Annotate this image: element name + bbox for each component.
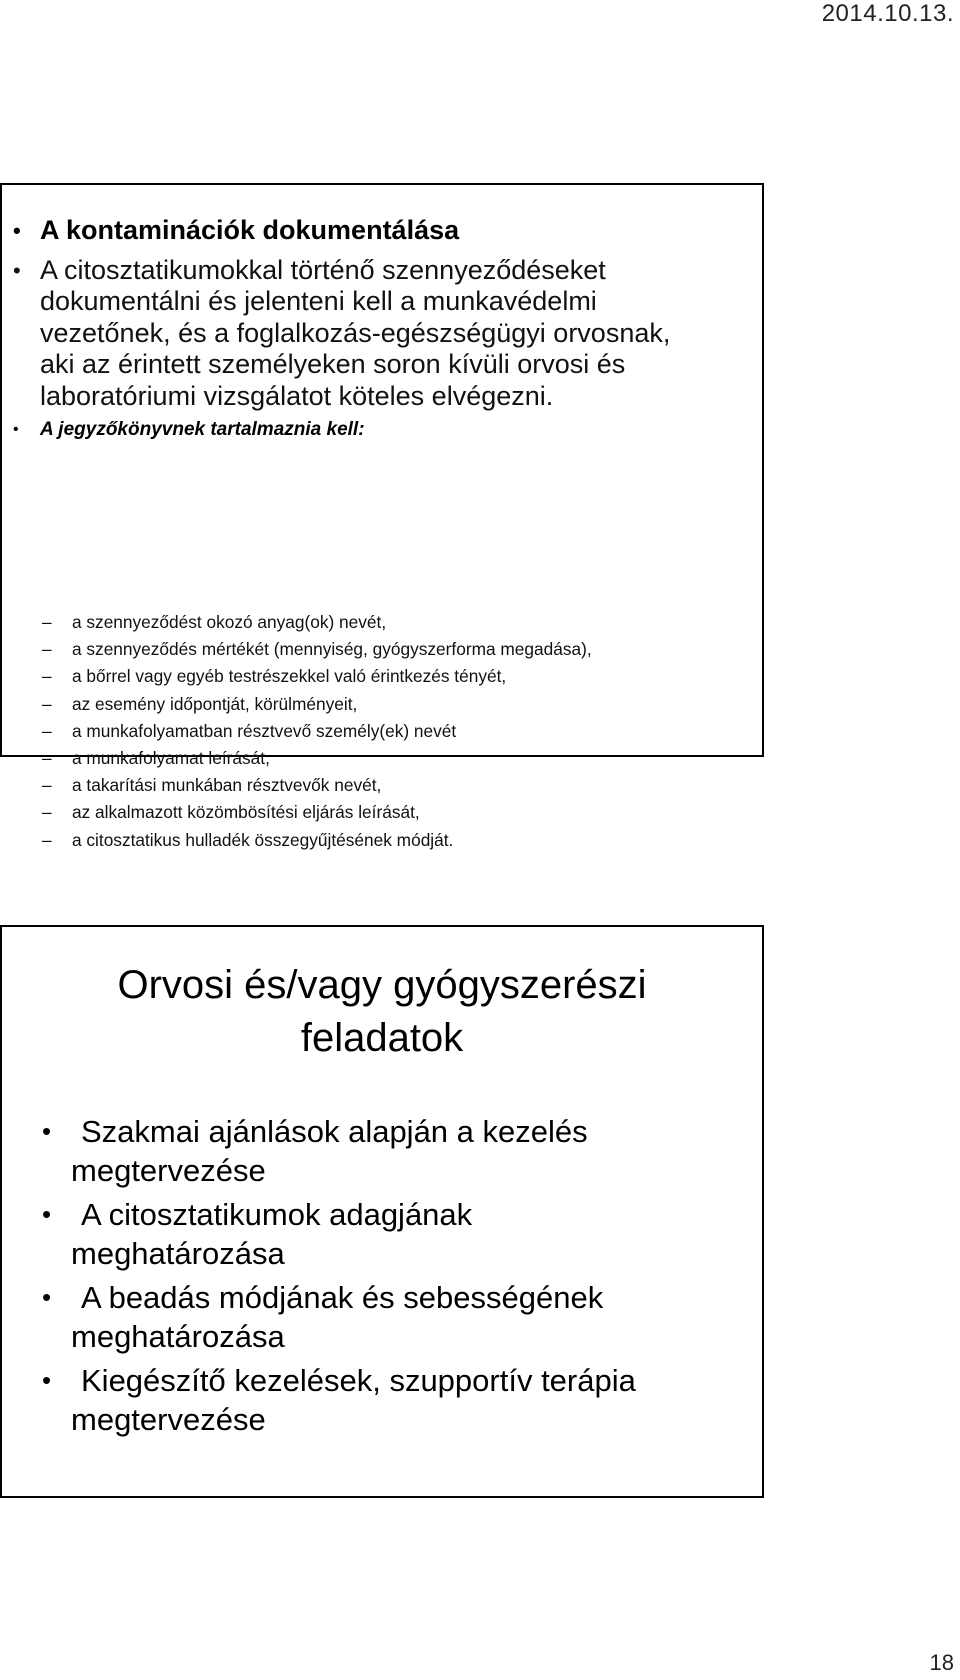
slide1-subheading: A jegyzőkönyvnek tartalmaznia kell: <box>40 419 365 440</box>
bullet-line: Kiegészítő kezelések, szupportív terápia <box>81 1363 636 1398</box>
list-item <box>2 772 762 799</box>
bullet-icon: • <box>42 1116 52 1146</box>
dash-icon: – <box>42 829 52 850</box>
dash-icon: – <box>42 802 52 823</box>
slide2-title-line: Orvosi és/vagy gyógyszerészi <box>117 963 647 1007</box>
dash-icon: – <box>42 775 52 796</box>
bullet-icon: • <box>42 1282 52 1312</box>
bullet-icon: • <box>42 1365 52 1395</box>
slide2-bullet-list <box>2 1112 762 1444</box>
bullet-line: meghatározása <box>71 1319 285 1354</box>
list-item <box>2 745 762 772</box>
list-item-text: a szennyeződés mértékét (mennyiség, gyógyszerforma megadása), <box>72 639 592 660</box>
list-item-text: a citosztatikus hulladék összegyűjtésének módját. <box>72 829 454 850</box>
bullet-icon: • <box>13 257 21 283</box>
slide2-title <box>2 959 762 1065</box>
paragraph-line: aki az érintett személyeken soron kívüli orvosi és <box>40 349 626 379</box>
dash-icon: – <box>42 666 52 687</box>
list-item <box>2 1195 762 1273</box>
paragraph-line: A citosztatikumokkal történő szennyeződéseket <box>40 254 606 285</box>
bullet-line: A citosztatikumok adagjának <box>81 1197 473 1232</box>
list-item-text: a munkafolyamatban résztvevő személy(ek) nevét <box>72 720 457 741</box>
paragraph-line: vezetőnek, és a foglalkozás-egészségügyi orvosnak, <box>40 317 671 348</box>
list-item-text: az alkalmazott közömbösítési eljárás leírását, <box>72 802 420 823</box>
slide1-title: A kontaminációk dokumentálása <box>40 215 460 245</box>
list-item <box>2 1112 762 1190</box>
paragraph-line: laboratóriumi vizsgálatot köteles elvégezni. <box>40 380 554 411</box>
list-item <box>2 718 762 745</box>
list-item <box>2 827 762 854</box>
slide-contamination-documentation <box>0 183 764 850</box>
paragraph-line: dokumentálni és jelenteni kell a munkavédelmi <box>40 286 597 316</box>
bullet-icon: • <box>42 1199 52 1229</box>
slide1-bullet-list <box>2 215 762 444</box>
bullet-line: meghatározása <box>71 1236 285 1271</box>
slide2-title-line: feladatok <box>300 1016 464 1060</box>
header-date: 2014.10.13. <box>821 0 954 27</box>
dash-icon: – <box>42 639 52 660</box>
slide-medical-pharmaceutical-tasks <box>0 925 764 1498</box>
bullet-icon: • <box>13 218 21 243</box>
list-item <box>2 663 762 690</box>
bullet-line: A beadás módjának és sebességének <box>81 1280 604 1315</box>
dash-icon: – <box>42 612 52 632</box>
list-item <box>2 1278 762 1356</box>
dash-icon: – <box>42 720 52 741</box>
requirements-list <box>2 609 762 854</box>
list-item-text: a szennyeződést okozó anyag(ok) nevét, <box>72 612 387 632</box>
dash-icon: – <box>42 693 52 714</box>
list-item-text: a bőrrel vagy egyéb testrészekkel való érintkezés tényét, <box>72 666 507 687</box>
list-item-text: az esemény időpontját, körülményeit, <box>72 693 358 714</box>
list-item <box>2 1361 762 1439</box>
bullet-icon: • <box>13 421 19 438</box>
bullet-line: megtervezése <box>71 1402 266 1437</box>
list-item <box>2 799 762 826</box>
list-item-text: a takarítási munkában résztvevők nevét, <box>72 775 382 796</box>
slide1-title-item <box>2 215 762 247</box>
list-item <box>2 691 762 718</box>
list-item-text: a munkafolyamat leírását, <box>72 748 270 769</box>
dash-icon: – <box>42 748 52 769</box>
slide1-paragraph-item <box>2 255 762 413</box>
page-number: 18 <box>929 1650 954 1675</box>
slide1-subheading-item <box>2 416 762 444</box>
list-item <box>2 609 762 636</box>
bullet-line: megtervezése <box>71 1153 266 1188</box>
bullet-line: Szakmai ajánlások alapján a kezelés <box>81 1114 588 1149</box>
list-item <box>2 636 762 663</box>
